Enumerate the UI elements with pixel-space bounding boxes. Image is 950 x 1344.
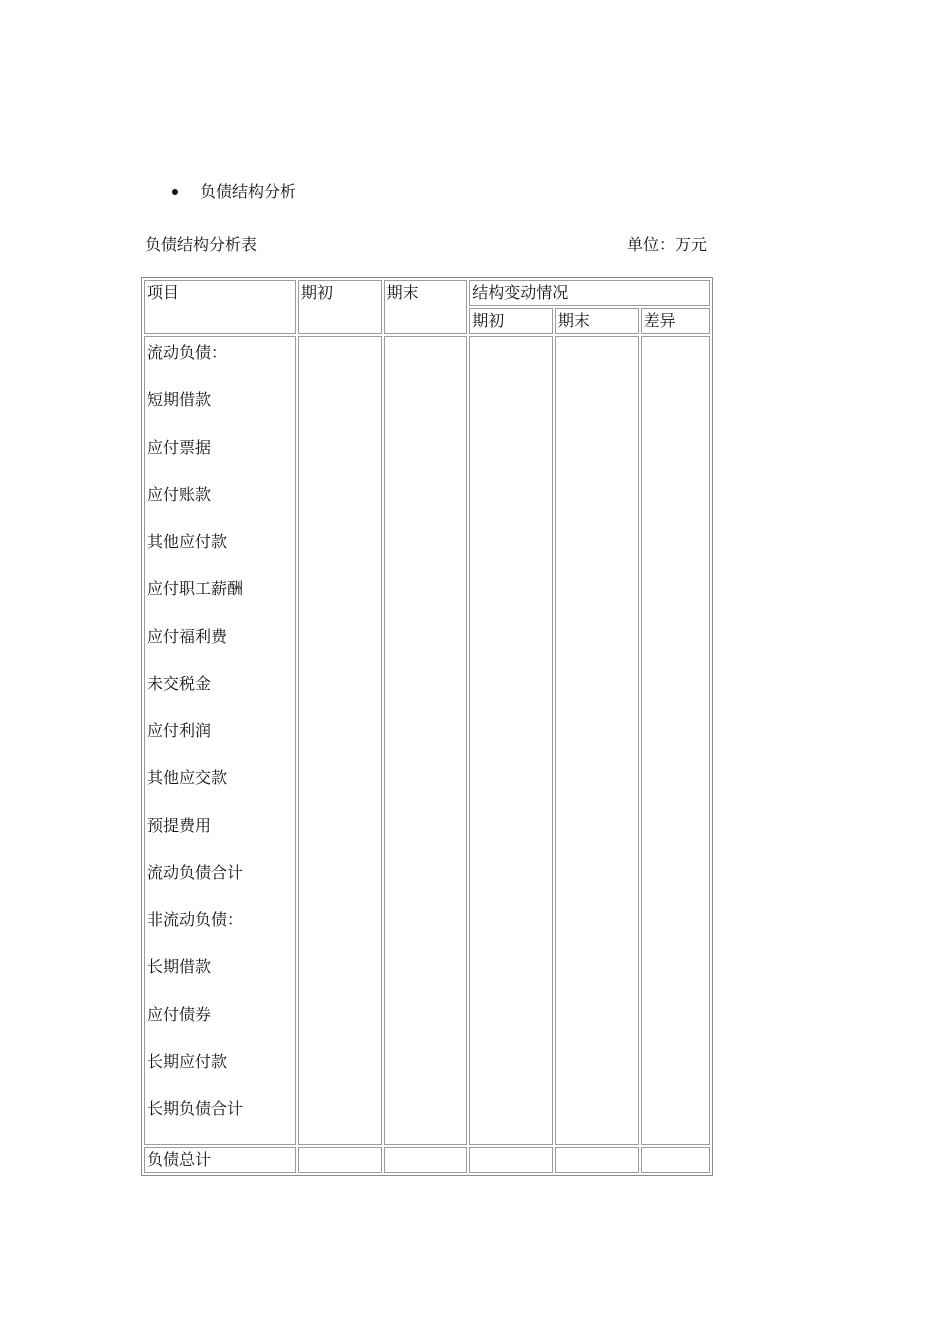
value-cell-sub-begin: [469, 336, 553, 1145]
total-sub-begin: [469, 1147, 553, 1173]
list-item: 预提费用: [147, 815, 212, 835]
header-structure-group: 结构变动情况: [469, 280, 710, 306]
table-title: 负债结构分析表: [145, 235, 258, 254]
liability-structure-table: [141, 277, 713, 1176]
list-item: 流动负债：: [147, 343, 228, 362]
list-item: 长期负债合计: [147, 1099, 244, 1118]
table-body-row: [144, 336, 710, 1145]
list-item: 其他应付款: [147, 532, 228, 551]
total-sub-diff: [641, 1147, 710, 1173]
table-total-row: [144, 1147, 710, 1173]
header-item: 项目: [144, 280, 296, 334]
section-heading-text: 负债结构分析: [200, 182, 297, 201]
list-item: 应付债券: [147, 1004, 212, 1024]
value-cell-begin: [298, 336, 382, 1145]
header-sub-diff: 差异: [641, 308, 710, 334]
bullet-icon: [172, 189, 178, 195]
list-item: 应付利润: [147, 721, 212, 740]
list-item: 流动负债合计: [147, 862, 244, 882]
total-begin: [298, 1147, 382, 1173]
header-sub-begin: 期初: [469, 308, 553, 334]
total-sub-end: [555, 1147, 639, 1173]
list-item: 未交税金: [147, 673, 212, 693]
list-item: 非流动负债：: [147, 910, 244, 929]
header-sub-end: 期末: [555, 308, 639, 334]
list-item: 应付票据: [147, 437, 212, 457]
value-cell-sub-end: [555, 336, 639, 1145]
items-cell: [144, 336, 296, 1145]
list-item: 短期借款: [147, 390, 212, 410]
section-heading: [172, 180, 296, 204]
header-end: 期末: [384, 280, 468, 334]
value-cell-end: [384, 336, 468, 1145]
list-item: 其他应交款: [147, 768, 228, 788]
total-label: 负债总计: [144, 1147, 296, 1173]
header-begin: 期初: [298, 280, 382, 334]
unit-label: 单位：万元: [626, 235, 707, 254]
list-item: 长期借款: [147, 957, 212, 977]
list-item: 应付福利费: [147, 626, 228, 646]
table-header-row-1: [144, 280, 710, 306]
list-item: 应付职工薪酬: [147, 579, 244, 599]
table-caption: [145, 233, 707, 257]
list-item: 应付账款: [147, 484, 212, 504]
total-end: [384, 1147, 468, 1173]
list-item: 长期应付款: [147, 1051, 228, 1071]
value-cell-sub-diff: [641, 336, 710, 1145]
